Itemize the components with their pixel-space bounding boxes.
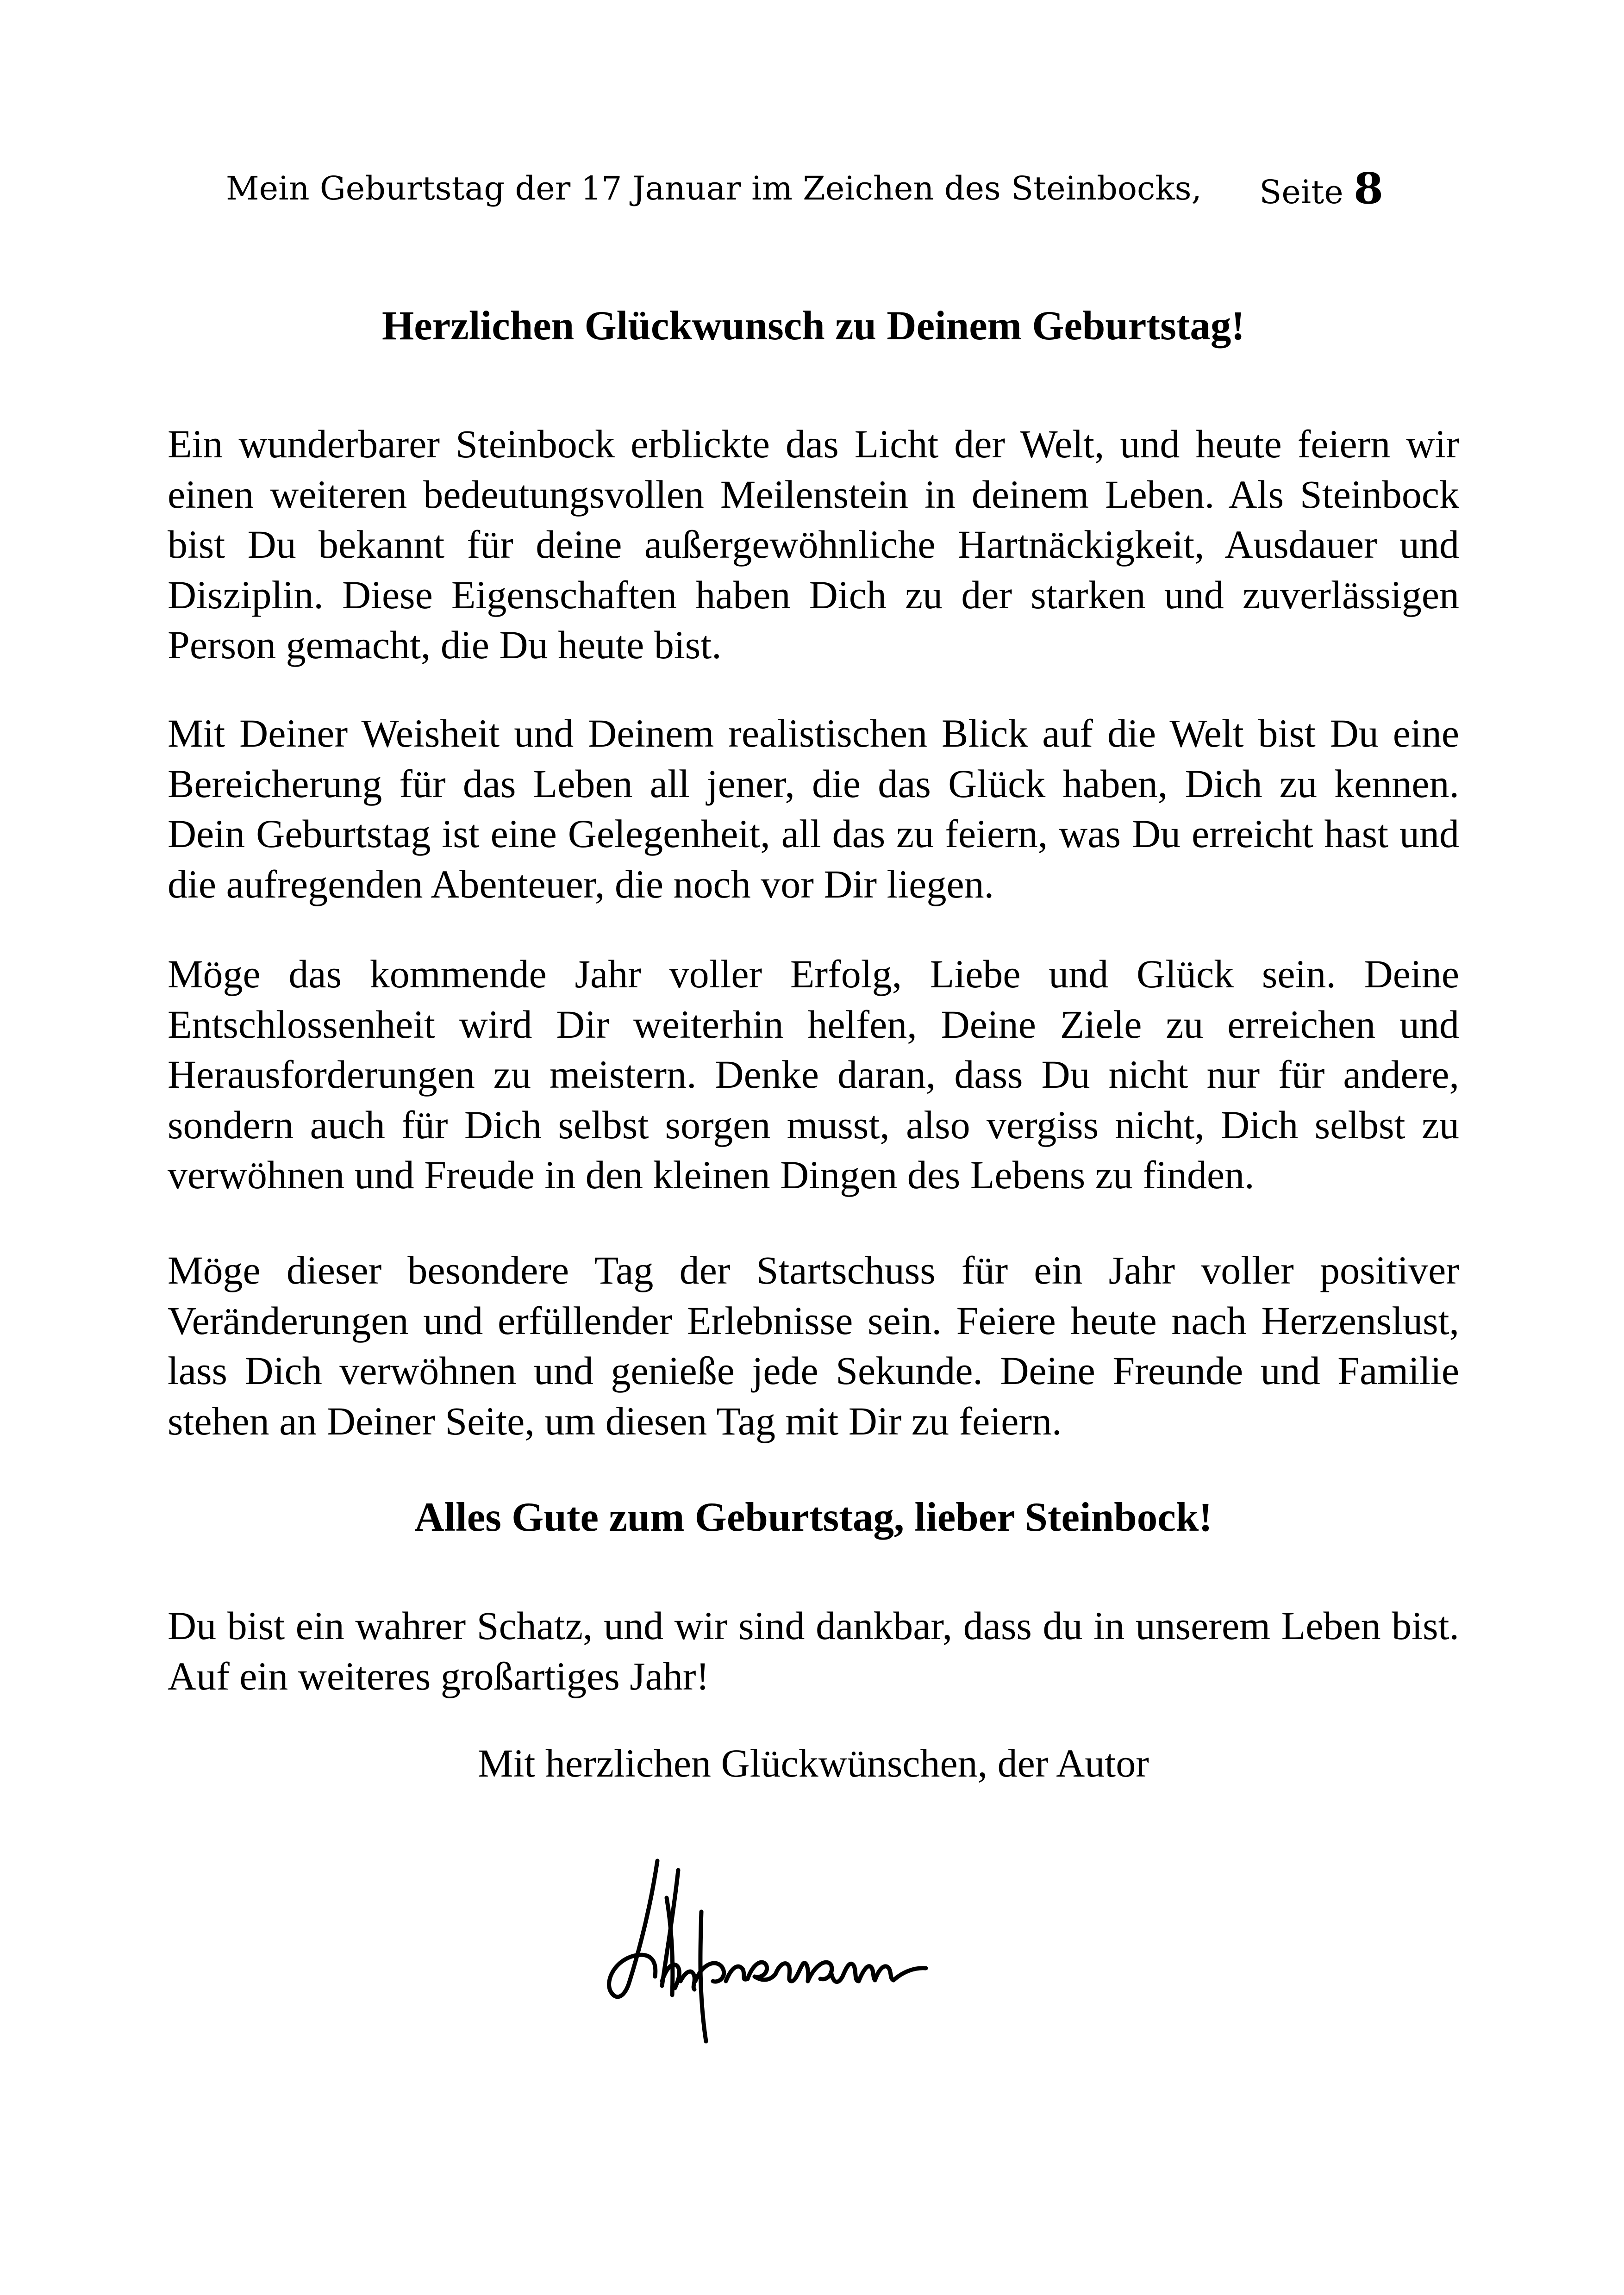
page-heading: Herzlichen Glückwunsch zu Deinem Geburtstag! [382,303,1245,349]
page-label: Seite [1259,173,1343,211]
handwritten-signature-icon [597,1842,958,2046]
page-number: 8 [1353,163,1383,213]
final-paragraph: Du bist ein wahrer Schatz, und wir sind dankbar, dass du in unserem Leben bist. Auf ein weiteres großartiges Jahr! [168,1603,1459,1698]
paragraph-1: Ein wunderbarer Steinbock erblickte das Licht der Welt, und heute feiern wir einen weiteren bedeutungsvollen Meilenstein in deinem Leben. Als Steinbock bist Du bekannt für deine außergewöhnliche Hartnäckigkeit, Ausdauer und Disziplin. Diese Eigenschaften haben Dich zu der starken und zuverlässigen Person gemacht, die Du heute bist. [168,422,1459,667]
paragraph-2: Mit Deiner Weisheit und Deinem realistischen Blick auf die Welt bist Du eine Bereicherung für das Leben all jener, die das Glück haben, Dich zu kennen. Dein Geburtstag ist eine Gelegenheit, all das zu feiern, was Du erreicht hast und die aufregenden Abenteuer, die noch vor Dir liegen. [168,711,1459,906]
running-header [226,163,1393,214]
header-page-indicator [1259,163,1383,218]
header-title: Mein Geburtstag der 17 Januar im Zeichen des Steinbocks, [226,169,1202,207]
paragraph-3: Möge das kommende Jahr voller Erfolg, Liebe und Glück sein. Deine Entschlossenheit wird Dir weiterhin helfen, Deine Ziele zu erreichen und Herausforderungen zu meistern. Denke daran, dass Du nicht nur für andere, sondern auch für Dich selbst sorgen musst, also vergiss nicht, Dich selbst zu verwöhnen und Freude in den kleinen Dingen des Lebens zu finden. [168,952,1459,1197]
paragraph-4: Möge dieser besondere Tag der Startschuss für ein Jahr voller positiver Veränderungen und erfüllender Erlebnisse sein. Feiere heute nach Herzenslust, lass Dich verwöhnen und genieße jede Sekunde. Deine Freunde und Familie stehen an Deiner Seite, um diesen Tag mit Dir zu feiern. [168,1248,1459,1443]
birthday-wish: Alles Gute zum Geburtstag, lieber Steinbock! [414,1495,1212,1540]
closing-line: Mit herzlichen Glückwünschen, der Autor [478,1741,1149,1785]
